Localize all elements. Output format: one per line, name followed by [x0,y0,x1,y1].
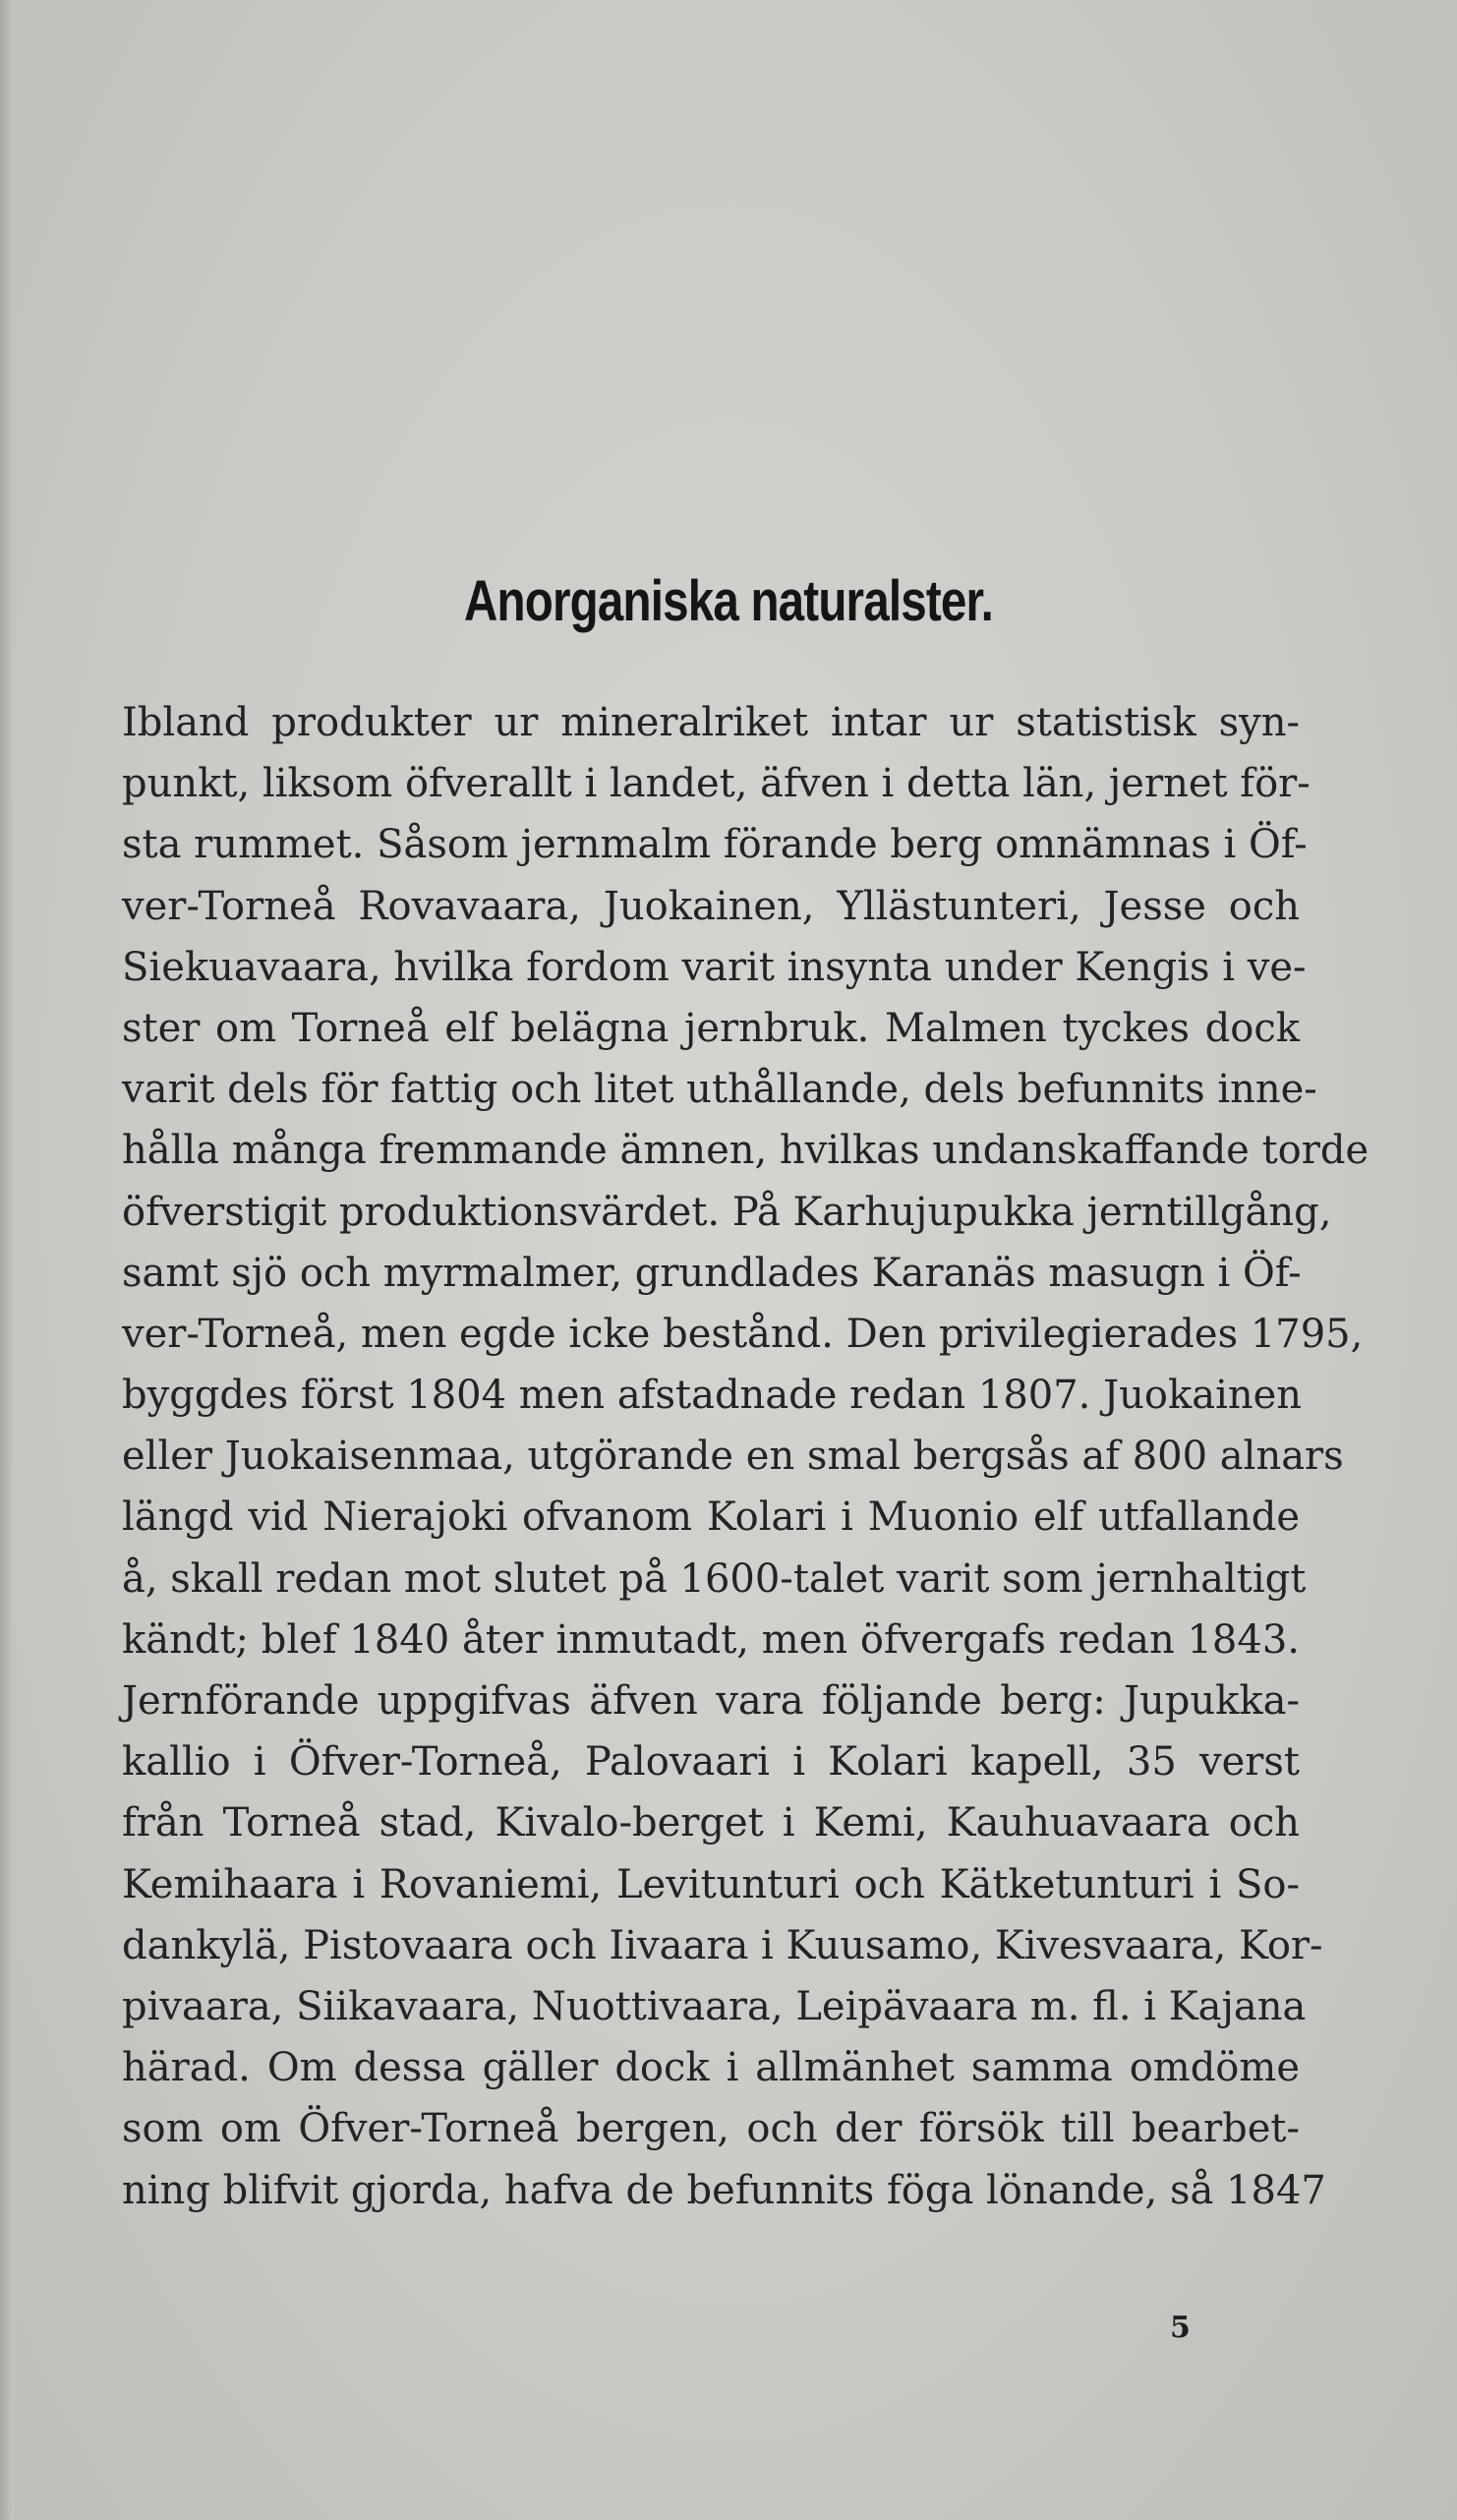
text-line: kändt; blef 1840 åter inmutadt, men öfvergafs redan 1843. [122,1616,1300,1663]
text-line: samt sjö och myrmalmer, grundlades Karanäs masugn i Öf- [122,1250,1302,1296]
text-line: byggdes först 1804 men afstadnade redan 1807. Juokainen [122,1373,1303,1419]
text-line: varit dels för fattig och litet uthållande, dels befunnits inne- [122,1067,1317,1113]
text-line: ver-Torneå, men egde icke bestånd. Den privilegierades 1795, [122,1311,1364,1357]
text-line: ver-Torneå Rovavaara, Juokainen, Yllästunteri, Jesse och [122,883,1300,929]
text-line: eller Juokaisenmaa, utgörande en smal bergsås af 800 alnars [122,1434,1344,1480]
text-line: ster om Torneå elf belägna jernbruk. Malmen tyckes dock [122,1005,1300,1051]
text-line: längd vid Nierajoki ofvanom Kolari i Muonio elf utfallande [122,1494,1300,1541]
text-line: härad. Om dessa gäller dock i allmänhet samma omdöme [122,2045,1300,2091]
binding-gutter-shadow [0,0,14,2520]
text-line: hålla många fremmande ämnen, hvilkas undanskaffande torde [122,1128,1370,1174]
text-line: ning blifvit gjorda, hafva de befunnits föga lönande, så 1847 [122,2167,1326,2213]
text-line: pivaara, Siikavaara, Nuottivaara, Leipävaara m. fl. i Kajana [122,1983,1307,2029]
text-line: Ibland produkter ur mineralriket intar ur statistisk syn- [122,700,1300,745]
page-number: 5 [1170,2311,1191,2345]
text-line: å, skall redan mot slutet på 1600-talet varit som jernhaltigt [122,1555,1307,1602]
text-line: sta rummet. Såsom jernmalm förande berg omnämnas i Öf- [122,822,1308,868]
text-line: Kemihaara i Rovaniemi, Levitunturi och Kätketunturi i So- [122,1861,1300,1907]
text-line: Jernförande uppgifvas äfven vara följande berg: Jupukka- [122,1678,1300,1724]
body-text [122,692,1370,2221]
text-line: kallio i Öfver-Torneå, Palovaari i Kolari kapell, 35 verst [122,1739,1300,1786]
text-line: öfverstigit produktionsvärdet. På Karhujupukka jerntillgång, [122,1189,1332,1235]
section-heading: Anorganiska naturalster. [463,569,994,633]
text-line: Siekuavaara, hvilka fordom varit insynta under Kengis i ve- [122,944,1307,990]
text-line: från Torneå stad, Kivalo-berget i Kemi, Kauhuavaara och [122,1800,1300,1846]
text-line: punkt, liksom öfverallt i landet, äfven i detta län, jernet för- [122,761,1311,807]
text-line: dankylä, Pistovaara och Iivaara i Kuusamo, Kivesvaara, Kor- [122,1922,1323,1968]
text-line: som om Öfver-Torneå bergen, och der försök till bearbet- [122,2106,1300,2152]
